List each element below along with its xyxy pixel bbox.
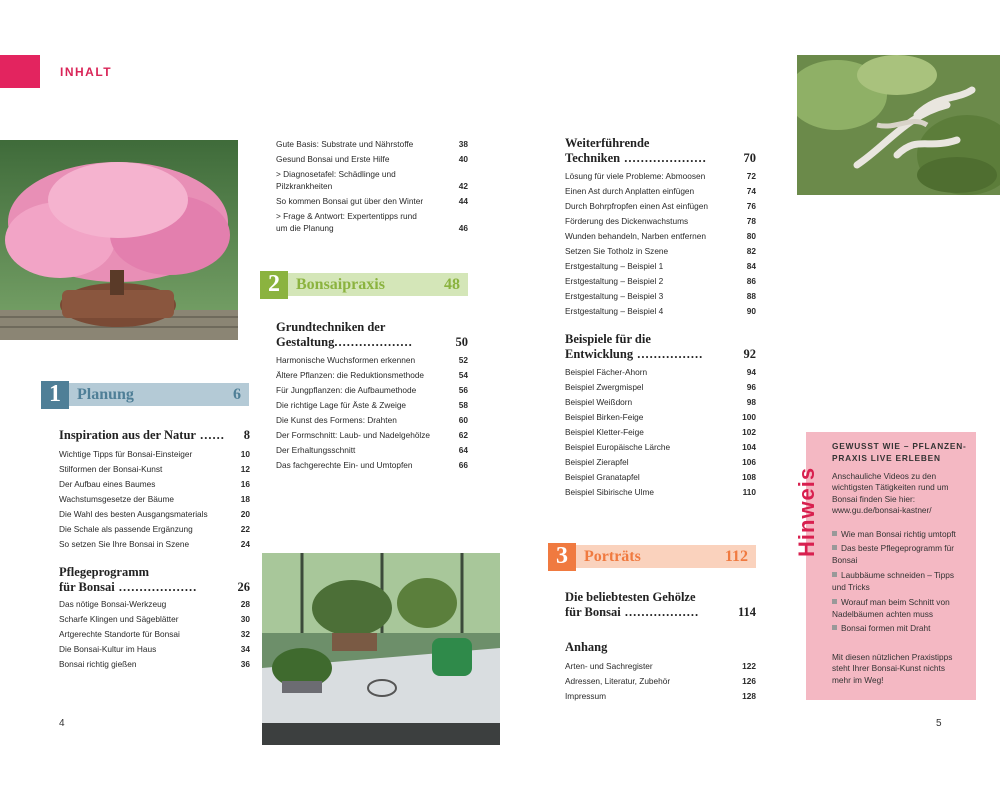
toc-entry[interactable] [59,523,250,535]
toc-entry[interactable] [565,366,756,378]
toc-entry-title: Der Erhaltungsschnitt [276,445,356,455]
hinweis-intro-3: Bonsai finden Sie hier: [832,494,916,504]
toc-entry-title: Artgerechte Standorte für Bonsai [59,629,180,639]
hinweis-bullet-item [832,597,968,620]
toc-entry-title: Wachstumsgesetze der Bäume [59,494,174,504]
toc-entry[interactable] [276,444,468,456]
toc-entry-title: Die richtige Lage für Äste & Zweige [276,400,407,410]
bullet-square-icon [832,625,837,630]
toc-entry[interactable] [276,354,468,366]
hinweis-bullet-text: Wie man Bonsai richtig umtopft [841,529,956,539]
toc-entry-title: Stilformen der Bonsai-Kunst [59,464,163,474]
toc-entry-page: 104 [742,442,756,452]
toc-entry-title: Harmonische Wuchsformen erkennen [276,355,416,365]
chapter-1-band[interactable] [41,383,249,406]
toc-entry-title: Das nötige Bonsai-Werkzeug [59,599,167,609]
hinweis-bullet-item [832,623,968,635]
toc-entry-page: 12 [240,464,250,474]
toc-entry-page: 88 [746,291,756,301]
toc-entry-page: 30 [240,614,250,624]
toc-section-anhang[interactable]: Anhang [565,640,608,654]
toc-entry[interactable]: So kommen Bonsai gut über den Winter 44 [276,196,468,206]
azalea-bonsai-photo [0,140,238,340]
toc-entry[interactable] [59,463,250,475]
toc-entry[interactable] [565,486,756,498]
bullet-square-icon [832,531,837,536]
toc-entry-page: 18 [240,494,250,504]
toc-entry-title: Scharfe Klingen und Sägeblätter [59,614,179,624]
toc-entry[interactable]: Gesund Bonsai und Erste Hilfe 40 [276,154,468,164]
toc-entry-page: 82 [746,246,756,256]
chapter1-number-box: 1 [41,381,69,409]
toc-entry-page: 16 [240,479,250,489]
bullet-square-icon [832,545,837,550]
toc-entry[interactable]: Pilzkrankheiten 42 [276,181,468,191]
toc-entry[interactable] [565,396,756,408]
toc-entry-page: 24 [240,539,250,549]
hinweis-intro-1: Anschauliche Videos zu den [832,471,937,481]
toc-entry-title: Beispiel Kletter-Feige [565,427,644,437]
greenhouse-workbench-photo [262,553,500,745]
toc-entry-page: 52 [458,355,468,365]
toc-entry[interactable] [59,448,250,460]
toc-entry-title: Wichtige Tipps für Bonsai-Einsteiger [59,449,193,459]
toc-entry-title: Einen Ast durch Anplatten einfügen [565,186,695,196]
hinweis-intro-2: wichtigsten Tätigkeiten rund um [832,482,949,492]
toc-entry-page: 108 [742,472,756,482]
toc-entry[interactable] [565,200,756,212]
toc-entry-title: Beispiel Europäische Lärche [565,442,671,452]
toc-section-inspiration[interactable]: Inspiration aus der Natur ...... 8 [59,428,250,442]
page-title: INHALT [60,65,113,79]
toc-entry-title: Beispiel Zwergmispel [565,382,644,392]
toc-entry-page: 80 [746,231,756,241]
toc-column-3-mid [565,332,756,512]
toc-entry[interactable] [565,230,756,242]
hinweis-outro-1: Mit diesen nützlichen Praxistipps [832,652,953,662]
page-number-left: 4 [59,718,65,729]
toc-entry-page: 98 [746,397,756,407]
toc-entry-title: Impressum [565,691,607,701]
toc-entry-page: 56 [458,385,468,395]
toc-entry[interactable] [565,471,756,483]
toc-entry-page: 84 [746,261,756,271]
toc-entry-page: 20 [240,509,250,519]
toc-entry-page: 22 [240,524,250,534]
toc-entry[interactable] [565,290,756,302]
toc-entry[interactable] [59,613,250,625]
toc-entry[interactable] [59,538,250,550]
toc-entry[interactable] [565,381,756,393]
hinweis-vertical-label: Hinweis [794,466,819,557]
toc-section-gehoelze[interactable]: Die beliebtesten Gehölze für Bonsai .................. 114 [565,590,756,619]
chapter2-page: 48 [444,275,460,293]
hinweis-url-link[interactable]: www.gu.de/bonsai-kastner/ [832,505,932,515]
toc-section-beispiele[interactable]: Beispiele für die Entwicklung ................ 92 [565,332,756,361]
toc-entry-title: Arten- und Sachregister [565,661,653,671]
toc-entry[interactable] [565,660,756,672]
toc-entry-title: Die Bonsai-Kultur im Haus [59,644,157,654]
hinweis-outro-2: steht Ihrer Bonsai-Kunst nichts [832,663,945,673]
toc-entry[interactable] [565,215,756,227]
toc-entry-page: 10 [240,449,250,459]
chapter1-page: 6 [233,385,241,403]
toc-entry-page: 126 [742,676,756,686]
toc-entry[interactable] [565,411,756,423]
toc-entry-title: Erstgestaltung – Beispiel 3 [565,291,664,301]
header-accent-bar [0,55,40,88]
toc-entry-title: Beispiel Sibirische Ulme [565,487,654,497]
toc-entry[interactable] [565,260,756,272]
toc-entry-page: 28 [240,599,250,609]
toc-column-1 [59,428,250,688]
toc-entry[interactable]: > Frage & Antwort: Expertentipps rund [276,211,417,221]
toc-entry-title: Für Jungpflanzen: die Aufbaumethode [276,385,417,395]
toc-entry-title: Lösung für viele Probleme: Abmoosen [565,171,706,181]
toc-entry-page: 54 [458,370,468,380]
hinweis-bullet-item [832,543,968,566]
toc-column-2-top [276,138,468,248]
toc-section-pflegeprogramm[interactable]: Pflegeprogramm für Bonsai ................... 26 [59,565,250,594]
toc-entry[interactable] [59,643,250,655]
toc-entry-page: 66 [458,460,468,470]
toc-entry-title: Die Schale als passende Ergänzung [59,524,193,534]
toc-entry[interactable] [565,441,756,453]
toc-entry-page: 58 [458,400,468,410]
toc-entry-title: Adressen, Literatur, Zubehör [565,676,671,686]
chapter1-title: Planung [77,385,134,403]
toc-entry[interactable] [276,384,468,396]
toc-entry-title: Beispiel Zierapfel [565,457,629,467]
hinweis-bullet-text: Worauf man beim Schnitt von Nadelbäumen achten muss [832,597,950,619]
toc-entry-page: 106 [742,457,756,467]
toc-entry-title: Förderung des Dickenwachstums [565,216,689,226]
toc-entry-title: Erstgestaltung – Beispiel 2 [565,276,664,286]
toc-section-grundtechniken[interactable]: Grundtechniken der Gestaltung................... 50 [276,320,468,349]
toc-entry[interactable]: Gute Basis: Substrate und Nährstoffe 38 [276,139,468,149]
toc-entry-page: 96 [746,382,756,392]
toc-entry[interactable] [565,185,756,197]
chapter3-title: Porträts [584,547,641,565]
toc-entry[interactable] [276,369,468,381]
chapter2-title: Bonsaipraxis [296,275,385,293]
toc-entry-page: 32 [240,629,250,639]
toc-entry[interactable] [565,275,756,287]
toc-entry-title: Durch Bohrpfropfen einen Ast einfügen [565,201,708,211]
toc-entry-page: 36 [240,659,250,669]
toc-column-3-top [565,136,756,316]
toc-column-3-bottom [565,590,756,705]
toc-entry[interactable] [59,508,250,520]
toc-entry[interactable] [59,493,250,505]
toc-entry-title: Beispiel Weißdorn [565,397,633,407]
toc-entry-page: 72 [746,171,756,181]
chapter-2-band[interactable] [260,273,468,296]
toc-entry-title: Setzen Sie Totholz in Szene [565,246,669,256]
hinweis-bullet-text: Bonsai formen mit Draht [841,623,931,633]
toc-column-2 [276,320,468,480]
toc-section-weiterfuehrende[interactable]: Weiterführende Techniken .................... 70 [565,136,756,165]
toc-entry[interactable] [276,414,468,426]
toc-entry-page: 86 [746,276,756,286]
hinweis-outro-3: mehr im Weg! [832,675,884,685]
hinweis-bullet-item [832,570,968,593]
toc-entry[interactable] [565,426,756,438]
toc-entry-title: Bonsai richtig gießen [59,659,137,669]
toc-entry-title: Beispiel Fächer-Ahorn [565,367,648,377]
toc-entry-title: So setzen Sie Ihre Bonsai in Szene [59,539,190,549]
toc-entry-page: 74 [746,186,756,196]
hinweis-bullet-text: Das beste Pflegeprogramm für Bonsai [832,543,954,565]
chapter-3-band[interactable] [548,545,756,568]
toc-entry-title: Das fachgerechte Ein- und Umtopfen [276,460,413,470]
toc-entry-page: 76 [746,201,756,211]
toc-entry[interactable]: > Diagnosetafel: Schädlinge und [276,169,396,179]
toc-entry[interactable] [59,658,250,670]
toc-entry-page: 78 [746,216,756,226]
toc-entry[interactable] [276,459,468,471]
toc-entry-page: 60 [458,415,468,425]
toc-entry-title: Erstgestaltung – Beispiel 4 [565,306,664,316]
toc-entry[interactable] [59,628,250,640]
juniper-deadwood-photo [797,55,1000,195]
toc-entry-page: 62 [458,430,468,440]
toc-entry[interactable] [565,305,756,317]
toc-entry-page: 128 [742,691,756,701]
toc-entry-page: 122 [742,661,756,671]
toc-entry-page: 94 [746,367,756,377]
chapter3-number-box: 3 [548,543,576,571]
toc-entry[interactable] [565,245,756,257]
toc-entry-page: 102 [742,427,756,437]
hinweis-title: GEWUSST WIE – PFLANZEN-PRAXIS LIVE ERLEBEN [832,441,967,463]
hinweis-bullet-item [832,529,968,541]
toc-entry-title: Ältere Pflanzen: die Reduktionsmethode [276,370,425,380]
bullet-square-icon [832,572,837,577]
toc-entry-title: Wunden behandeln, Narben entfernen [565,231,707,241]
toc-entry-title: Der Formschnitt: Laub- und Nadelgehölze [276,430,431,440]
toc-entry-page: 90 [746,306,756,316]
toc-entry[interactable] [565,690,756,702]
toc-entry-title: Der Aufbau eines Baumes [59,479,156,489]
toc-entry-page: 100 [742,412,756,422]
toc-entry[interactable] [565,170,756,182]
toc-entry-title: Erstgestaltung – Beispiel 1 [565,261,664,271]
toc-entry[interactable] [276,399,468,411]
toc-entry[interactable] [565,675,756,687]
toc-entry-title: Beispiel Granatapfel [565,472,640,482]
toc-entry-page: 34 [240,644,250,654]
toc-entry[interactable] [59,598,250,610]
chapter2-number-box: 2 [260,271,288,299]
toc-entry[interactable] [565,456,756,468]
toc-entry-page: 64 [458,445,468,455]
toc-entry-page: 110 [742,487,756,497]
toc-entry[interactable] [59,478,250,490]
chapter3-page: 112 [724,547,748,565]
bullet-square-icon [832,599,837,604]
page-number-right: 5 [936,718,942,729]
hinweis-bullet-text: Laubbäume schneiden – Tipps und Tricks [832,570,955,592]
toc-entry-title: Die Wahl des besten Ausgangsmaterials [59,509,208,519]
toc-entry-title: Die Kunst des Formens: Drahten [276,415,397,425]
toc-entry[interactable] [276,429,468,441]
toc-entry-title: Beispiel Birken-Feige [565,412,644,422]
toc-entry[interactable]: um die Planung 46 [276,223,468,233]
